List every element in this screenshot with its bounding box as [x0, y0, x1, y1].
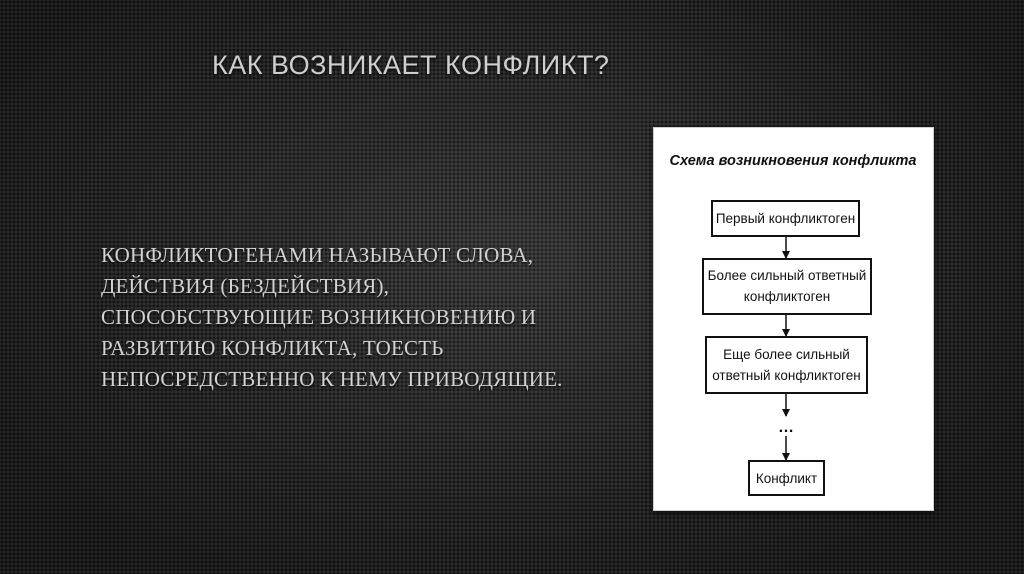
scheme-title: Схема возникновения конфликта — [669, 153, 917, 169]
slide-title: КАК ВОЗНИКАЕТ КОНФЛИКТ? — [212, 50, 610, 80]
box-first-conflictogen-label: Первый конфликтоген — [715, 211, 856, 226]
scheme-diagram — [654, 128, 933, 510]
box-stronger-response — [703, 259, 871, 314]
box-even-stronger-response-line1: Еще более сильный — [723, 347, 850, 362]
box-even-stronger-response-line2: ответный конфликтоген — [712, 368, 861, 383]
box-stronger-response-line2: конфликтоген — [743, 289, 831, 304]
box-conflict — [749, 461, 824, 495]
ellipsis-mark: … — [778, 419, 794, 436]
box-conflict-label: Конфликт — [755, 471, 818, 486]
slide-body-text: КОНФЛИКТОГЕНАМИ НАЗЫВАЮТ СЛОВА, ДЕЙСТВИЯ (БЕЗДЕЙСТВИЯ), СПОСОБСТВУЮЩИЕ ВОЗНИКНОВЕНИЮ И РАЗВИТИЮ КОНФЛИКТА, ТОЕСТЬ НЕПОСРЕДСТВЕННО К НЕМУ ПРИВОДЯЩИЕ. — [101, 243, 563, 391]
box-even-stronger-response — [706, 337, 867, 393]
box-first-conflictogen — [712, 201, 859, 236]
scheme-panel — [653, 127, 934, 511]
box-stronger-response-line1: Более сильный ответный — [707, 268, 867, 283]
